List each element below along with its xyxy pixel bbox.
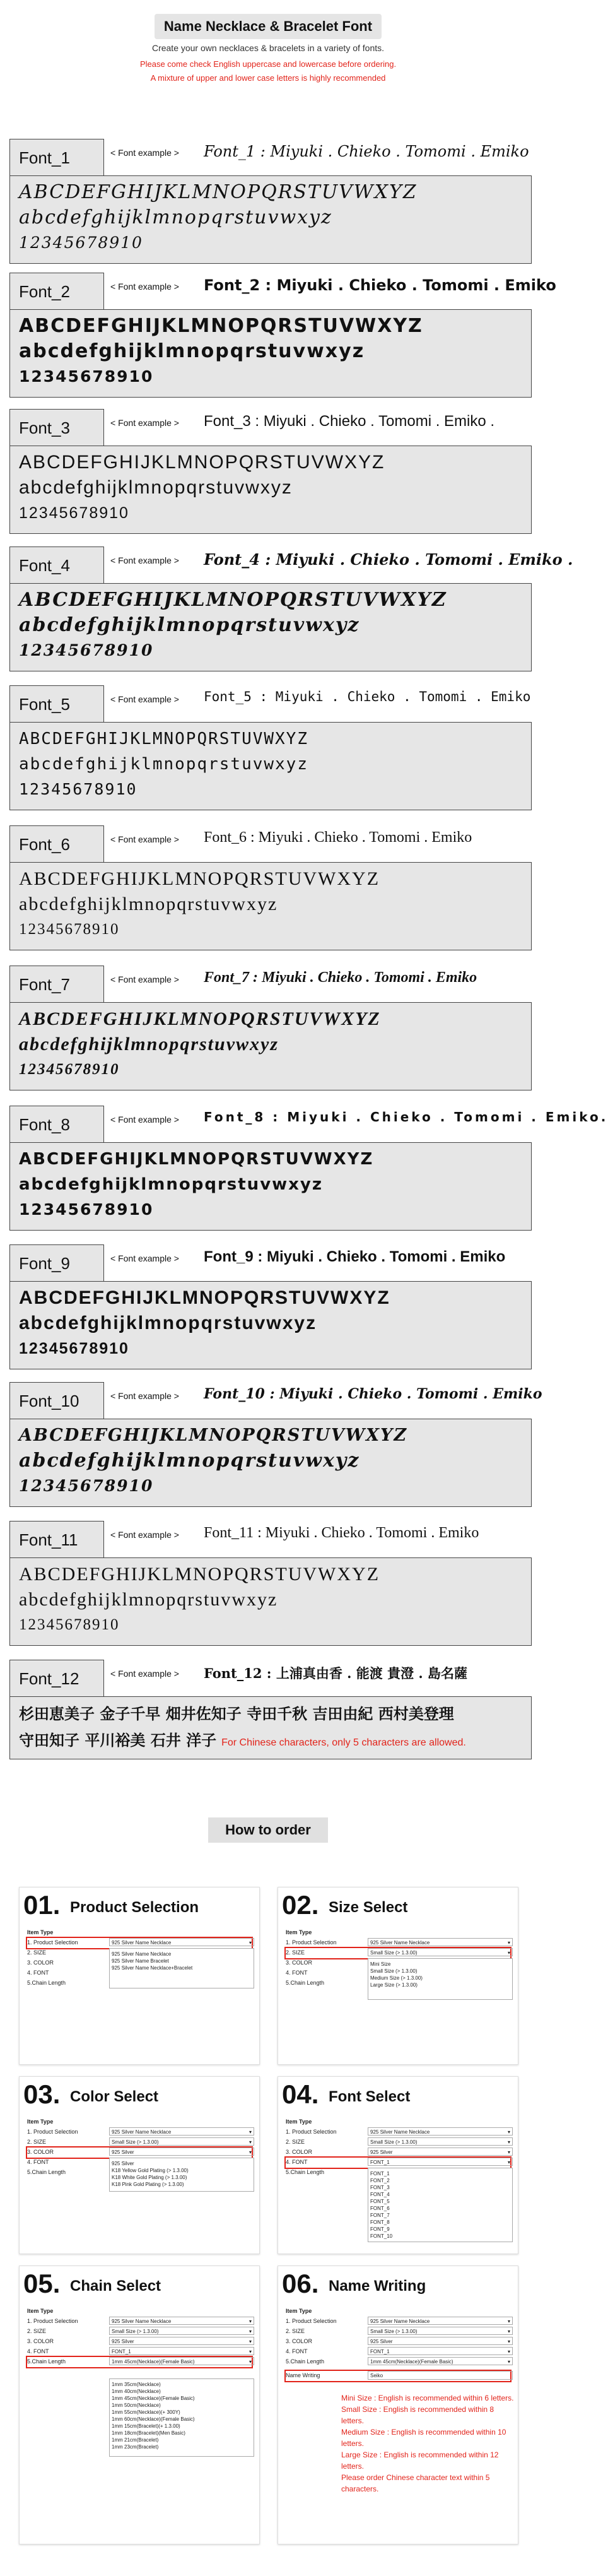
option-item[interactable]: FONT_4 <box>370 2192 390 2197</box>
option-item[interactable]: 1mm 60cm(Necklace)(Female Basic) <box>112 2416 195 2422</box>
option-item[interactable]: 1mm 40cm(Necklace) <box>112 2389 161 2394</box>
size-label: 2. SIZE <box>27 1949 47 1956</box>
item-type-label: Item Type <box>286 2308 312 2314</box>
page-title: Name Necklace & Bracelet Font <box>155 14 382 39</box>
sample-uppercase: ABCDEFGHIJKLMNOPQRSTUVWXYZ <box>19 589 447 611</box>
product-row <box>27 2317 252 2327</box>
sample-lowercase: abcdefghijklmnopqrstuvwxyz <box>19 1589 278 1610</box>
font-label: Font_7 <box>9 966 104 1002</box>
chain-label: 5.Chain Length <box>286 2358 325 2365</box>
chain-select[interactable]: 1mm 45cm(Necklace)(Female Basic) ▾ <box>368 2357 513 2365</box>
product-row <box>286 1938 510 1948</box>
font-example-text: Font_12 : 上浦真由香 . 能渡 貴澄 . 島名薩 <box>204 1665 468 1681</box>
size-row <box>27 2137 252 2148</box>
order-form-mock <box>286 2118 510 2239</box>
step-title: Color Select <box>70 2088 159 2105</box>
color-label: 3. COLOR <box>27 1959 54 1966</box>
name-writing-row <box>286 2371 510 2381</box>
option-item[interactable]: FONT_3 <box>370 2185 390 2190</box>
note-line: Medium Size : English is recommended within 10 letters. <box>341 2428 506 2448</box>
product-select[interactable]: 925 Silver Name Necklace ▾ <box>368 1938 513 1946</box>
font-label: 4. FONT <box>27 1970 49 1976</box>
sample-uppercase: ABCDEFGHIJKLMNOPQRSTUVWXYZ <box>19 1287 390 1308</box>
step-number: 04. <box>282 2079 319 2109</box>
sample-lowercase: abcdefghijklmnopqrstuvwxyz <box>19 206 332 228</box>
size-select[interactable]: Small Size (> 1.3.00) ▾ <box>368 2327 513 2335</box>
font-sample <box>9 1281 532 1369</box>
font-sample <box>9 1419 532 1507</box>
step-size-select <box>278 1887 518 2065</box>
sample-uppercase: ABCDEFGHIJKLMNOPQRSTUVWXYZ <box>19 730 308 748</box>
font-block-10 <box>9 1382 542 1508</box>
size-row <box>286 1948 510 1958</box>
option-item[interactable]: Medium Size (> 1.3.00) <box>370 1975 423 1981</box>
sample-digits: 12345678910 <box>19 233 143 252</box>
chain-select[interactable]: 1mm 45cm(Necklace)(Female Basic) ▾ <box>109 2357 254 2365</box>
font-example-text: Font_7 : Miyuki . Chieko . Tomomi . Emiko <box>204 969 477 986</box>
font-label: Font_2 <box>9 273 104 309</box>
option-item[interactable]: FONT_1 <box>370 2171 390 2177</box>
font-select[interactable]: FONT_1 ▾ <box>368 2158 513 2166</box>
font-label: Font_12 <box>9 1660 104 1696</box>
font-row <box>27 2347 252 2357</box>
color-label: 3. COLOR <box>286 2338 313 2344</box>
color-select[interactable]: 925 Silver ▾ <box>109 2148 254 2156</box>
font-sample <box>9 1002 532 1090</box>
option-item[interactable]: 1mm 18cm(Bracelet)(Men Basic) <box>112 2430 185 2436</box>
item-type-label: Item Type <box>286 1929 312 1935</box>
note-line: Small Size : English is recommended within 8 letters. <box>341 2405 494 2425</box>
sample-lowercase: abcdefghijklmnopqrstuvwxyz <box>19 1313 317 1333</box>
step-name-writing <box>278 2266 518 2544</box>
color-label: 3. COLOR <box>286 1959 313 1966</box>
item-type-label: Item Type <box>27 1929 54 1935</box>
option-item[interactable]: Mini Size <box>370 1961 391 1967</box>
option-item[interactable]: 1mm 15cm(Bracelet)(+ 1.3.00) <box>112 2423 180 2429</box>
font-example-text: Font_4 : Miyuki . Chieko . Tomomi . Emiko . <box>204 550 573 569</box>
product-select[interactable]: 925 Silver Name Necklace ▾ <box>368 2317 513 2325</box>
page-subtitle: Create your own necklaces & bracelets in a variety of fonts. <box>151 43 385 53</box>
product-label: 1. Product Selection <box>286 2129 337 2135</box>
step-number: 02. <box>282 1890 319 1920</box>
font-row <box>286 2347 510 2357</box>
font-label: Font_4 <box>9 547 104 583</box>
option-item[interactable]: K18 Yellow Gold Plating (> 1.3.00) <box>112 2168 189 2173</box>
sample-uppercase: ABCDEFGHIJKLMNOPQRSTUVWXYZ <box>19 1008 381 1029</box>
size-label: 2. SIZE <box>286 2139 305 2145</box>
option-item[interactable]: FONT_10 <box>370 2233 393 2239</box>
font-row <box>286 2158 510 2168</box>
font-sample <box>9 309 532 398</box>
option-item[interactable]: 1mm 35cm(Necklace) <box>112 2382 161 2387</box>
font-label: 4. FONT <box>286 2159 308 2165</box>
step-title: Name Writing <box>329 2278 426 2295</box>
color-label: 3. COLOR <box>27 2338 54 2344</box>
step-title: Product Selection <box>70 1899 199 1916</box>
font-block-9 <box>9 1244 533 1371</box>
font-options-list[interactable] <box>368 2168 513 2242</box>
chain-options-list[interactable] <box>109 2378 254 2457</box>
option-item[interactable]: 1mm 55cm(Necklace)(+ 300Y) <box>112 2409 180 2415</box>
sample-cjk-row-1: 杉田恵美子 金子千早 畑井佐知子 寺田千秋 吉田由紀 西村美登理 <box>19 1705 454 1723</box>
sample-digits: 12345678910 <box>19 1477 154 1495</box>
font-block-5 <box>9 685 533 812</box>
size-select[interactable]: Small Size (> 1.3.00) ▾ <box>368 1948 513 1956</box>
color-select[interactable]: 925 Silver ▾ <box>368 2337 513 2345</box>
option-item[interactable]: FONT_8 <box>370 2219 390 2225</box>
color-row <box>286 2337 510 2347</box>
color-row <box>27 2148 252 2158</box>
sample-lowercase: abcdefghijklmnopqrstuvwxyz <box>19 894 278 914</box>
font-block-7 <box>9 966 533 1092</box>
how-to-order-title: How to order <box>208 1817 328 1843</box>
font-example-text: Font_10 : Miyuki . Chieko . Tomomi . Emiko <box>204 1386 542 1402</box>
font-label: Font_6 <box>9 825 104 862</box>
size-label: 2. SIZE <box>27 2328 47 2334</box>
order-form-mock <box>286 2308 510 2381</box>
size-select[interactable]: Small Size (> 1.3.00) ▾ <box>109 2137 254 2146</box>
option-item[interactable]: 925 Silver Name Necklace <box>112 1951 172 1957</box>
name-writing-label: Name Writing <box>286 2372 320 2378</box>
step-chain-select <box>19 2266 260 2544</box>
note-line: Mini Size : English is recommended within 6 letters. <box>341 2394 514 2402</box>
chain-row <box>27 2357 252 2367</box>
product-label: 1. Product Selection <box>286 1939 337 1946</box>
size-row <box>286 2137 510 2148</box>
option-item[interactable]: FONT_9 <box>370 2226 390 2232</box>
font-example-tag: < Font example > <box>110 1391 179 1401</box>
option-item[interactable]: 925 Silver <box>112 2161 134 2166</box>
font-example-tag: < Font example > <box>110 418 179 428</box>
note-line: Large Size : English is recommended within 12 letters. <box>341 2450 499 2471</box>
font-block-11 <box>9 1521 533 1647</box>
product-row <box>286 2127 510 2137</box>
size-label: 2. SIZE <box>286 1949 305 1956</box>
sample-cjk-row-2 <box>19 1727 522 1756</box>
chain-label: 5.Chain Length <box>286 2169 325 2175</box>
chain-label: 5.Chain Length <box>27 1980 66 1986</box>
font-sample <box>9 446 532 534</box>
font-select[interactable]: FONT_1 ▾ <box>368 2347 513 2355</box>
step-number: 06. <box>282 2269 319 2298</box>
color-label: 3. COLOR <box>27 2149 54 2155</box>
font-select[interactable]: FONT_1 ▾ <box>109 2347 254 2355</box>
product-select[interactable]: 925 Silver Name Necklace ▾ <box>109 2317 254 2325</box>
size-label: 2. SIZE <box>286 2328 305 2334</box>
step-color-select <box>19 2076 260 2254</box>
font-example-text: Font_6 : Miyuki . Chieko . Tomomi . Emiko <box>204 829 472 846</box>
chain-row <box>286 2357 510 2367</box>
font-example-tag: < Font example > <box>110 974 179 984</box>
font-block-3 <box>9 409 533 535</box>
font-example-text: Font_3 : Miyuki . Chieko . Tomomi . Emiko . <box>204 413 495 430</box>
color-select[interactable]: 925 Silver ▾ <box>368 2148 513 2156</box>
font-sample <box>9 1557 532 1646</box>
product-row <box>27 2127 252 2137</box>
sample-uppercase: ABCDEFGHIJKLMNOPQRSTUVWXYZ <box>19 868 380 889</box>
sample-digits: 12345678910 <box>19 1061 120 1078</box>
warning-note: Please come check English uppercase and lowercase before ordering. <box>139 59 397 69</box>
color-options-list[interactable] <box>109 2158 254 2192</box>
option-item[interactable]: 925 Silver Name Necklace+Bracelet <box>112 1965 193 1971</box>
sample-digits: 12345678910 <box>19 921 120 938</box>
product-label: 1. Product Selection <box>27 2318 78 2324</box>
sample-lowercase: abcdefghijklmnopqrstuvwxyz <box>19 1034 279 1055</box>
font-block-1 <box>9 139 533 265</box>
font-example-tag: < Font example > <box>110 694 179 704</box>
option-item[interactable]: Large Size (> 1.3.00) <box>370 1982 418 1988</box>
sample-uppercase: ABCDEFGHIJKLMNOPQRSTUVWXYZ <box>19 452 385 473</box>
font-sample <box>9 1142 532 1231</box>
size-select[interactable]: Small Size (> 1.3.00) ▾ <box>368 2137 513 2146</box>
option-item[interactable]: K18 White Gold Plating (> 1.3.00) <box>112 2175 187 2180</box>
font-example-text: Font_9 : Miyuki . Chieko . Tomomi . Emiko <box>204 1248 506 1265</box>
note-line: Please order Chinese character text within 5 characters. <box>341 2473 490 2493</box>
font-sample <box>9 862 532 950</box>
option-item[interactable]: 1mm 21cm(Bracelet) <box>112 2437 159 2443</box>
font-label: Font_11 <box>9 1521 104 1557</box>
color-row <box>286 2148 510 2158</box>
font-label: 4. FONT <box>286 2348 308 2354</box>
sample-digits: 12345678910 <box>19 504 129 522</box>
sample-uppercase: ABCDEFGHIJKLMNOPQRSTUVWXYZ <box>19 315 423 337</box>
option-item[interactable]: FONT_7 <box>370 2213 390 2218</box>
name-length-notes <box>341 2392 518 2495</box>
step-title: Chain Select <box>70 2278 161 2295</box>
sample-digits: 12345678910 <box>19 1616 120 1633</box>
font-block-2 <box>9 273 556 399</box>
font-example-text: Font_2 : Miyuki . Chieko . Tomomi . Emiko <box>204 276 556 294</box>
chain-label: 5.Chain Length <box>27 2169 66 2175</box>
font-block-8 <box>9 1106 608 1232</box>
font-label: Font_3 <box>9 409 104 446</box>
order-form-mock <box>27 2118 252 2187</box>
product-row <box>286 2317 510 2327</box>
sample-lowercase: abcdefghijklmnopqrstuvwxyz <box>19 340 365 362</box>
font-example-tag: < Font example > <box>110 1530 179 1540</box>
font-example-tag: < Font example > <box>110 1114 179 1125</box>
sample-lowercase: abcdefghijklmnopqrstuvwxyz <box>19 1175 324 1194</box>
sample-digits: 12345678910 <box>19 367 154 386</box>
font-block-12 <box>9 1660 533 1761</box>
size-label: 2. SIZE <box>27 2139 47 2145</box>
sample-digits: 12345678910 <box>19 1200 154 1219</box>
sample-lowercase: abcdefghijklmnopqrstuvwxyz <box>19 1450 360 1472</box>
font-example-text: Font_5 : Miyuki . Chieko . Tomomi . Emiko <box>204 689 531 704</box>
product-label: 1. Product Selection <box>27 2129 78 2135</box>
name-input[interactable]: Seiko <box>368 2371 513 2380</box>
font-example-tag: < Font example > <box>110 281 179 292</box>
font-label: Font_1 <box>9 139 104 175</box>
font-label: 4. FONT <box>27 2348 49 2354</box>
color-row <box>27 2337 252 2347</box>
option-item[interactable]: 1mm 45cm(Necklace)(Female Basic) <box>112 2396 195 2401</box>
step-number: 01. <box>23 1890 61 1920</box>
cjk-limit-note: For Chinese characters, only 5 characters are allowed. <box>221 1737 466 1748</box>
option-item[interactable]: 1mm 23cm(Bracelet) <box>112 2444 159 2450</box>
font-sample <box>9 175 532 264</box>
step-title: Size Select <box>329 1899 408 1916</box>
sample-lowercase: abcdefghijklmnopqrstuvwxyz <box>19 755 308 774</box>
order-form-mock <box>27 1929 252 1988</box>
item-type-label: Item Type <box>27 2308 54 2314</box>
sample-lowercase: abcdefghijklmnopqrstuvwxyz <box>19 614 360 636</box>
recommend-note: A mixture of upper and lower case letters is highly recommended <box>150 73 386 83</box>
option-item[interactable]: Small Size (> 1.3.00) <box>370 1968 418 1974</box>
sample-uppercase: ABCDEFGHIJKLMNOPQRSTUVWXYZ <box>19 1150 374 1169</box>
size-select[interactable]: Small Size (> 1.3.00) ▾ <box>109 2327 254 2335</box>
font-label: 4. FONT <box>27 2159 49 2165</box>
font-label: Font_8 <box>9 1106 104 1142</box>
color-label: 3. COLOR <box>286 2149 313 2155</box>
product-options-list[interactable] <box>109 1948 254 1988</box>
step-number: 03. <box>23 2079 61 2109</box>
font-example-text: Font_11 : Miyuki . Chieko . Tomomi . Emiko <box>204 1525 479 1541</box>
sample-digits: 12345678910 <box>19 780 137 798</box>
font-block-6 <box>9 825 533 952</box>
font-sample <box>9 1696 532 1759</box>
step-title: Font Select <box>329 2088 411 2105</box>
font-sample <box>9 722 532 810</box>
option-item[interactable]: 1mm 50cm(Necklace) <box>112 2402 161 2408</box>
sample-uppercase: ABCDEFGHIJKLMNOPQRSTUVWXYZ <box>19 181 418 203</box>
page-header <box>0 0 536 114</box>
font-example-tag: < Font example > <box>110 834 179 844</box>
chain-label: 5.Chain Length <box>286 1980 325 1986</box>
option-item[interactable]: K18 Pink Gold Plating (> 1.3.00) <box>112 2182 184 2187</box>
option-item[interactable]: FONT_5 <box>370 2199 390 2204</box>
size-options-list[interactable] <box>368 1958 513 2000</box>
step-font-select <box>278 2076 518 2254</box>
font-label: Font_10 <box>9 1382 104 1419</box>
option-item[interactable]: 925 Silver Name Bracelet <box>112 1958 169 1964</box>
sample-digits: 12345678910 <box>19 1340 129 1357</box>
chain-label: 5.Chain Length <box>27 2358 66 2365</box>
font-example-text: Font_1 : Miyuki . Chieko . Tomomi . Emiko <box>204 143 529 160</box>
item-type-label: Item Type <box>27 2118 54 2125</box>
order-form-mock <box>27 2308 252 2450</box>
font-example-text: Font_8 : Miyuki . Chieko . Tomomi . Emiko. <box>204 1109 608 1125</box>
font-block-4 <box>9 547 573 673</box>
product-select[interactable]: 925 Silver Name Necklace ▾ <box>109 2127 254 2136</box>
item-type-label: Item Type <box>286 2118 312 2125</box>
step-number: 05. <box>23 2269 61 2298</box>
product-row <box>27 1938 252 1948</box>
font-example-tag: < Font example > <box>110 148 179 158</box>
option-item[interactable]: FONT_2 <box>370 2178 390 2183</box>
font-label: Font_5 <box>9 685 104 722</box>
font-sample <box>9 583 532 671</box>
size-row <box>27 2327 252 2337</box>
font-label: Font_9 <box>9 1244 104 1281</box>
sample-digits: 12345678910 <box>19 641 154 659</box>
size-row <box>286 2327 510 2337</box>
font-example-tag: < Font example > <box>110 1669 179 1679</box>
sample-lowercase: abcdefghijklmnopqrstuvwxyz <box>19 477 293 498</box>
font-example-tag: < Font example > <box>110 1253 179 1263</box>
color-select[interactable]: 925 Silver ▾ <box>109 2337 254 2345</box>
font-example-tag: < Font example > <box>110 555 179 565</box>
cjk-names: 守田知子 平川裕美 石井 洋子 <box>19 1731 217 1749</box>
sample-uppercase: ABCDEFGHIJKLMNOPQRSTUVWXYZ <box>19 1564 380 1585</box>
product-label: 1. Product Selection <box>286 2318 337 2324</box>
font-label: 4. FONT <box>286 1970 308 1976</box>
product-label: 1. Product Selection <box>27 1939 78 1946</box>
sample-uppercase: ABCDEFGHIJKLMNOPQRSTUVWXYZ <box>19 1426 408 1445</box>
product-select[interactable]: 925 Silver Name Necklace ▾ <box>368 2127 513 2136</box>
step-product-selection <box>19 1887 260 2065</box>
product-select[interactable]: 925 Silver Name Necklace ▾ <box>109 1938 254 1946</box>
option-item[interactable]: FONT_6 <box>370 2206 390 2211</box>
order-form-mock <box>286 1929 510 1988</box>
